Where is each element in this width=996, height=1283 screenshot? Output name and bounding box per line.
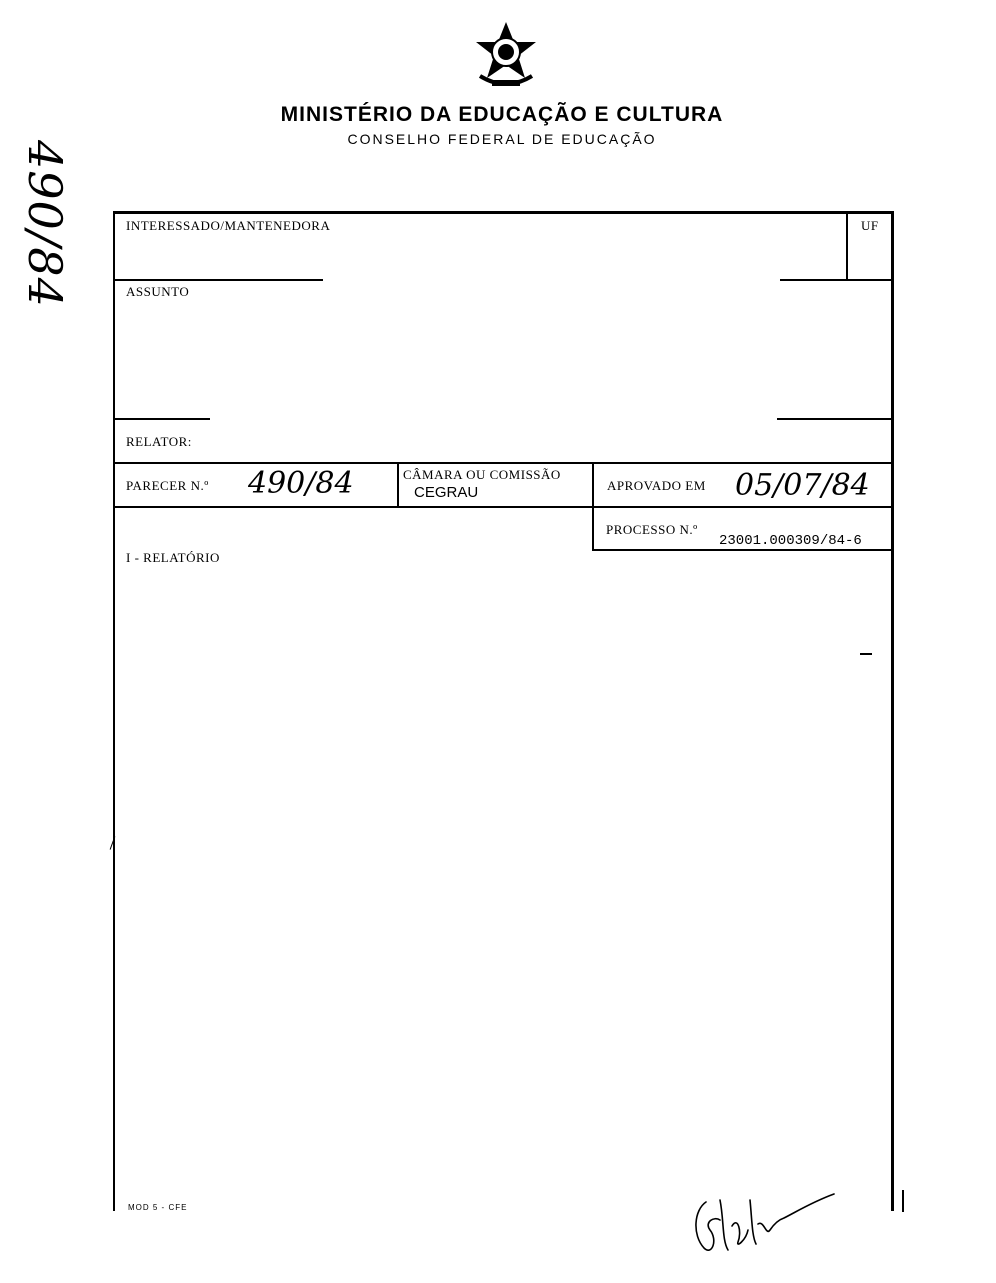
- council-subtitle: CONSELHO FEDERAL DE EDUCAÇÃO: [347, 131, 657, 147]
- right-edge-mark: [902, 1190, 904, 1212]
- interessado-underline-left: [115, 279, 323, 281]
- parecer-label: PARECER N.º: [126, 478, 209, 493]
- camara-divider: [592, 463, 594, 551]
- aprovado-value: 05/07/84: [735, 468, 870, 503]
- parecer-value: 490/84: [248, 466, 354, 501]
- relatorio-heading: I - RELATÓRIO: [126, 550, 220, 565]
- interessado-label: INTERESSADO/MANTENEDORA: [126, 218, 331, 233]
- uf-divider: [846, 213, 848, 280]
- coat-of-arms-emblem: [470, 20, 542, 92]
- processo-value: 23001.000309/84-6: [719, 533, 862, 549]
- camara-label: CÂMARA OU COMISSÃO: [403, 467, 561, 482]
- assunto-label: ASSUNTO: [126, 284, 190, 299]
- margin-handwritten-note: 490/84: [18, 140, 72, 308]
- aprovado-label: APROVADO EM: [607, 478, 706, 493]
- form-frame: [113, 211, 894, 1211]
- stray-dash-mark: [860, 653, 872, 655]
- processo-label: PROCESSO N.º: [606, 522, 698, 537]
- assunto-underline-left: [115, 418, 210, 420]
- parecer-divider: [397, 463, 399, 507]
- interessado-underline-right: [780, 279, 893, 281]
- relator-bottom-line: [115, 462, 893, 464]
- assunto-underline-right: [777, 418, 893, 420]
- parecer-row-bottom-line: [115, 506, 893, 508]
- uf-label: UF: [861, 218, 879, 233]
- ministry-title: MINISTÉRIO DA EDUCAÇÃO E CULTURA: [280, 103, 724, 126]
- camara-value: CEGRAU: [414, 484, 479, 501]
- relator-label: RELATOR:: [126, 434, 192, 449]
- handwritten-signature: [684, 1180, 844, 1270]
- processo-box-bottom: [592, 549, 893, 551]
- form-model-code: MOD 5 - CFE: [128, 1203, 188, 1212]
